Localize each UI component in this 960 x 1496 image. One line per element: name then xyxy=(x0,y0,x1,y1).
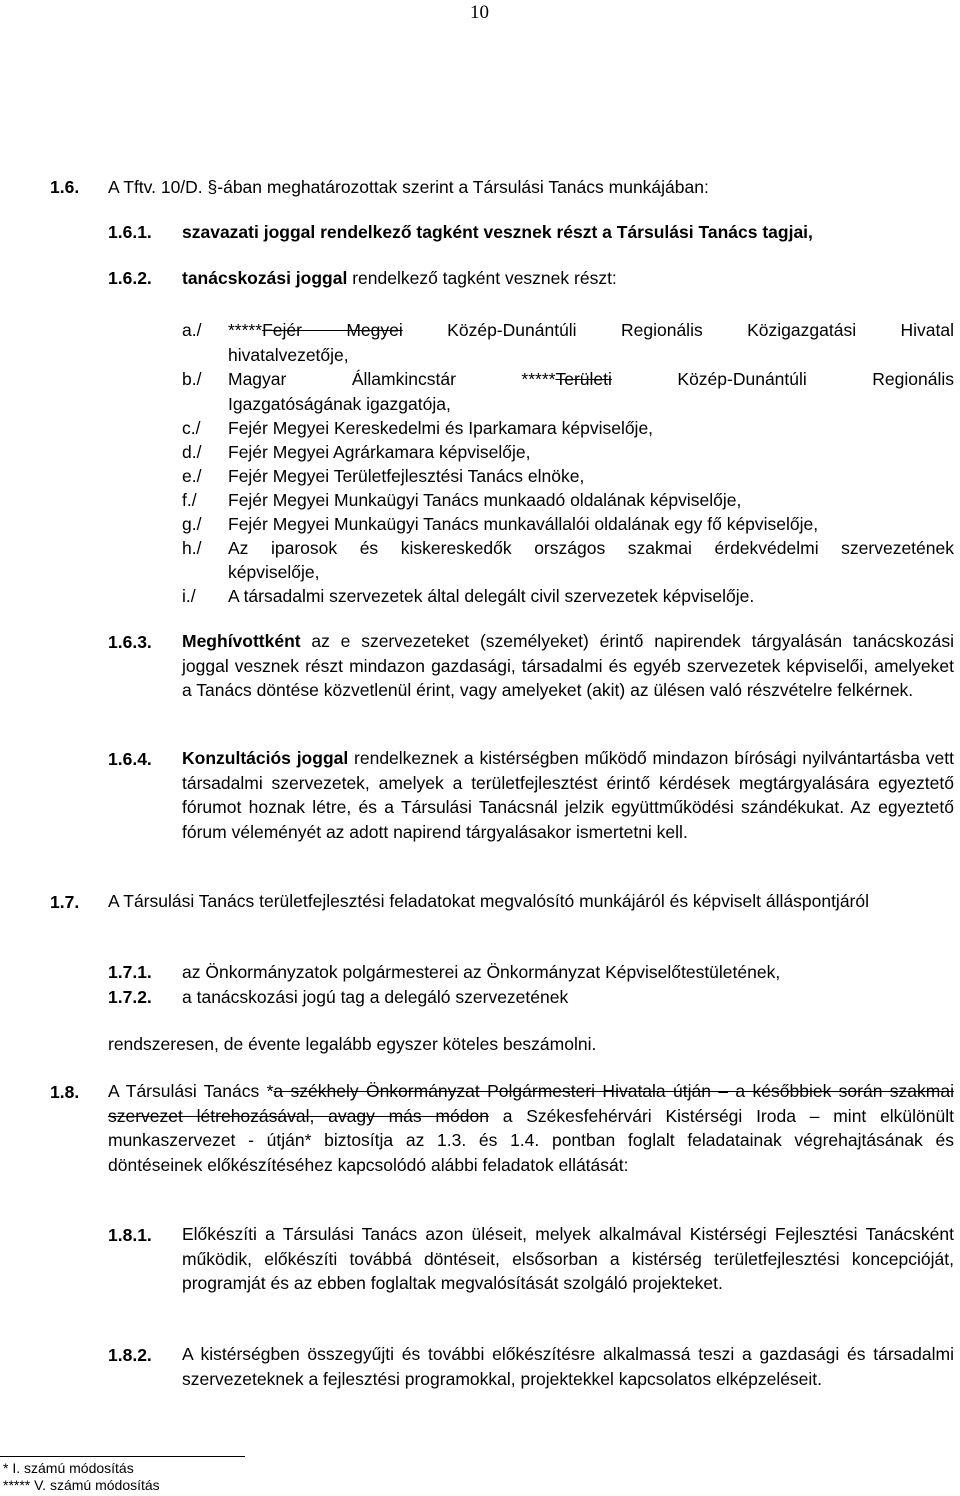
subsection-number: 1.7.1. xyxy=(108,962,152,982)
list-item-text: *****Fejér Megyei Közép-Dunántúli Regionális Közigazgatási Hivatal xyxy=(228,320,954,340)
subsection-text: tanácskozási joggal rendelkező tagként vesznek részt: xyxy=(182,268,617,288)
footnote-separator xyxy=(0,1456,245,1457)
subsection-text: Előkészíti a Társulási Tanács azon üléseit, melyek alkalmával Kistérségi Fejlesztési Tanácsként működik, előkészíti továbbá döntéseit, elsősorban a kistérség területfejlesztési koncepcióját, programját és az ebben foglaltak megvalósítását szolgáló projekteket. xyxy=(182,1224,954,1293)
subsection-number: 1.8.1. xyxy=(108,1225,152,1245)
subsection-number: 1.6.3. xyxy=(108,632,152,652)
list-label: h./ xyxy=(182,538,202,558)
subsection-text: A kistérségben összegyűjti és további előkészítésre alkalmassá teszi a gazdasági és társadalmi szervezeteknek a fejlesztési programokkal, projektekkel kapcsolatos elképzeléseit. xyxy=(182,1344,954,1389)
subsection-number: 1.6.4. xyxy=(108,749,152,769)
list-label: a./ xyxy=(182,320,202,340)
list-item-text: A társadalmi szervezetek által delegált civil szervezetek képviselője. xyxy=(228,586,755,606)
subsection-number: 1.7.2. xyxy=(108,987,152,1007)
list-item-text: Fejér Megyei Kereskedelmi és Iparkamara képviselője, xyxy=(228,418,654,438)
section-text: A Tftv. 10/D. §-ában meghatározottak szerint a Társulási Tanács munkájában: xyxy=(108,177,709,197)
list-label: g./ xyxy=(182,514,202,534)
list-item-text: Fejér Megyei Munkaügyi Tanács munkavállalói oldalának egy fő képviselője, xyxy=(228,514,819,534)
list-item-continuation: képviselője, xyxy=(228,562,320,582)
subsection-number: 1.6.1. xyxy=(108,222,152,242)
page-number: 10 xyxy=(470,2,489,23)
list-label: c./ xyxy=(182,418,201,438)
list-label: b./ xyxy=(182,369,202,389)
list-item-text: Fejér Megyei Területfejlesztési Tanács elnöke, xyxy=(228,466,585,486)
subsection-text: a tanácskozási jogú tag a delegáló szervezetének xyxy=(182,987,569,1007)
list-label: d./ xyxy=(182,442,202,462)
list-item-continuation: Igazgatóságának igazgatója, xyxy=(228,394,451,414)
list-item-continuation: hivatalvezetője, xyxy=(228,345,349,365)
list-item-text: Fejér Megyei Agrárkamara képviselője, xyxy=(228,442,531,462)
subsection-text: az Önkormányzatok polgármesterei az Önkormányzat Képviselőtestületének, xyxy=(182,962,781,982)
subsection-text: Meghívottként az e szervezeteket (személyeket) érintő napirendek tárgyalásán tanácskozási joggal vesznek részt mindazon gazdasági, társadalmi és egyéb szervezetek képviselői, amelyeket a Tanács döntése közvetlenül érint, vagy amelyeket (akit) az ülésen való részvételre felkérnek. xyxy=(182,631,954,700)
subsection-number: 1.8.2. xyxy=(108,1345,152,1365)
section-text: A Társulási Tanács *a székhely Önkormányzat Polgármesteri Hivatala útján – a későbbiek során szakmai szervezet létrehozásával, avagy más módon a Székesfehérvári Kistérségi Iroda – mint elkülönült munkaszervezet - útján* biztosítja az 1.3. és 1.4. pontban foglalt feladatainak végrehajtásának és döntéseinek előkészítéséhez kapcsolódó alábbi feladatok ellátását: xyxy=(108,1081,955,1175)
footnote: ***** V. számú módosítás xyxy=(3,1477,160,1493)
list-item-text: Magyar Államkincstár *****Területi Közép-Dunántúli Regionális xyxy=(228,369,954,389)
section-number: 1.7. xyxy=(50,892,80,912)
section-text: A Társulási Tanács területfejlesztési feladatokat megvalósító munkájáról és képviselt álláspontjáról xyxy=(108,891,870,911)
section-number: 1.8. xyxy=(50,1082,80,1102)
list-item-text: Az iparosok és kiskereskedők országos szakmai érdekvédelmi szervezetének xyxy=(228,538,954,558)
subsection-text: Konzultációs joggal rendelkeznek a kistérségben működő mindazon bírósági nyilvántartásba vett társadalmi szervezetek, amelyek a területfejlesztést érintő kérdések megtárgyalására egyeztető fórumot hoznak létre, és a Társulási Tanácsnál jelzik együttműködési szándékukat. Az egyeztető fórum véleményét az adott napirend tárgyalásakor ismertetni kell. xyxy=(182,748,954,842)
subsection-number: 1.6.2. xyxy=(108,268,152,288)
list-label: e./ xyxy=(182,466,202,486)
list-label: f./ xyxy=(182,490,197,510)
paragraph-text: rendszeresen, de évente legalább egyszer köteles beszámolni. xyxy=(108,1034,597,1054)
footnote: * I. számú módosítás xyxy=(3,1460,134,1476)
subsection-text: szavazati joggal rendelkező tagként vesznek részt a Társulási Tanács tagjai, xyxy=(182,222,813,242)
list-item-text: Fejér Megyei Munkaügyi Tanács munkaadó oldalának képviselője, xyxy=(228,490,742,510)
section-number: 1.6. xyxy=(50,177,80,197)
list-label: i./ xyxy=(182,586,196,606)
